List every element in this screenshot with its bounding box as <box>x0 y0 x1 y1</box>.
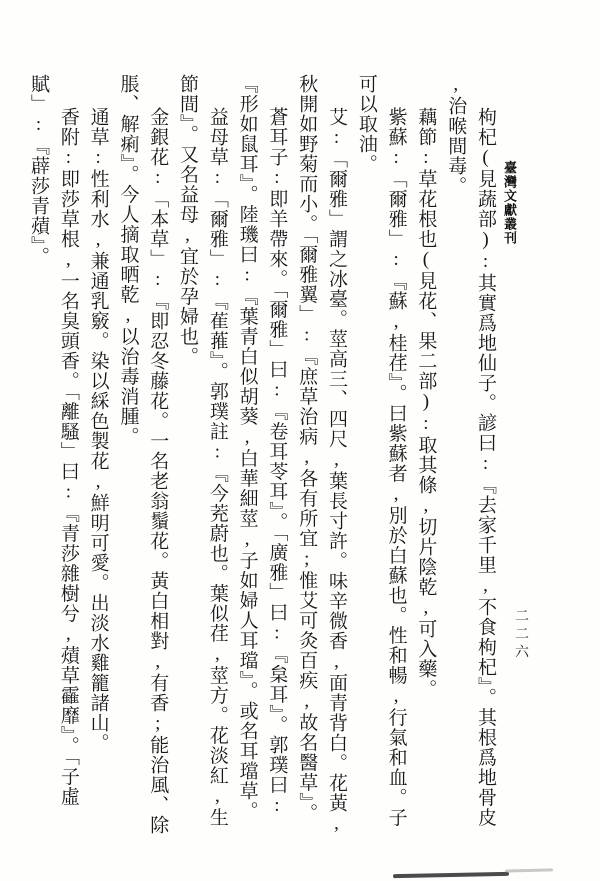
text-column-continuation: ,治喉間毒。 <box>445 74 467 196</box>
text-column-entry-ai: 艾:「爾雅」謂之冰臺。莖高三、四尺,葉長寸許。味辛微香,面青背白。花黃, <box>326 107 348 835</box>
scan-artifact-light <box>505 868 553 872</box>
series-title: 臺灣文獻叢刊 <box>502 161 517 245</box>
text-column-continuation: 脹、解痢』。今人摘取晒乾,以治毒消腫。 <box>117 74 139 447</box>
text-column-continuation: 秋開如野菊而小。「爾雅翼」:『庶草治病,各有所宜;惟艾可灸百疾,故名醫草』。 <box>296 74 318 823</box>
text-column-entry-tongcao: 通草:性利水,兼通乳竅。染以綵色製花,鮮明可愛。出淡水雞籠諸山。 <box>87 107 109 753</box>
page-number: 二二六 <box>513 608 528 662</box>
text-column-entry-yimucao: 益母草:「爾雅」:『萑蓷』。郭璞註:『今茺蔚也。葉似荏,莖方。花淡紅,生 <box>206 107 228 828</box>
text-column-entry-xiangfu: 香附:即莎草根,一名臭頭香。「離騷」曰:『青莎雜樹兮,薠草靃靡』。「子虛 <box>57 107 79 807</box>
text-column-entry-oujie: 藕節:草花根也(見花、果二部):取其條,切片陰乾,可入藥。 <box>415 107 437 699</box>
text-column-entry-cangerzi: 蒼耳子:即羊帶來。「爾雅」曰:『卷耳苓耳』。「廣雅」曰:『枲耳』。郭璞曰: <box>266 107 288 817</box>
vertical-text-block <box>22 74 500 866</box>
text-column-continuation: 『形如鼠耳』。陸璣曰:『葉青白似胡葵,白華細莖,子如婦人耳璫』。或名耳璫草。 <box>236 74 258 821</box>
scan-artifact-dark <box>393 872 509 878</box>
text-column-entry-zisu: 紫蘇:「爾雅」:『蘇,桂荏』。曰紫蘇者,別於白蘇也。性和暢,行氣和血。子 <box>385 107 407 828</box>
text-column-entry-jinyinhua: 金銀花:「本草」:『即忍冬藤花。一名老翁鬚花。黃白相對,有香;能治風、除 <box>147 107 169 835</box>
text-column-continuation: 可以取油。 <box>355 74 377 174</box>
text-column-continuation: 賦」:『薜莎青薠』。 <box>28 74 50 267</box>
text-column-entry-gouqi: 枸杞(見蔬部):其實爲地仙子。諺曰:『去家千里,不食枸杞』。其根爲地骨皮 <box>475 107 496 828</box>
text-column-continuation: 節間』。又名益母,宜於孕婦也。 <box>177 74 199 367</box>
